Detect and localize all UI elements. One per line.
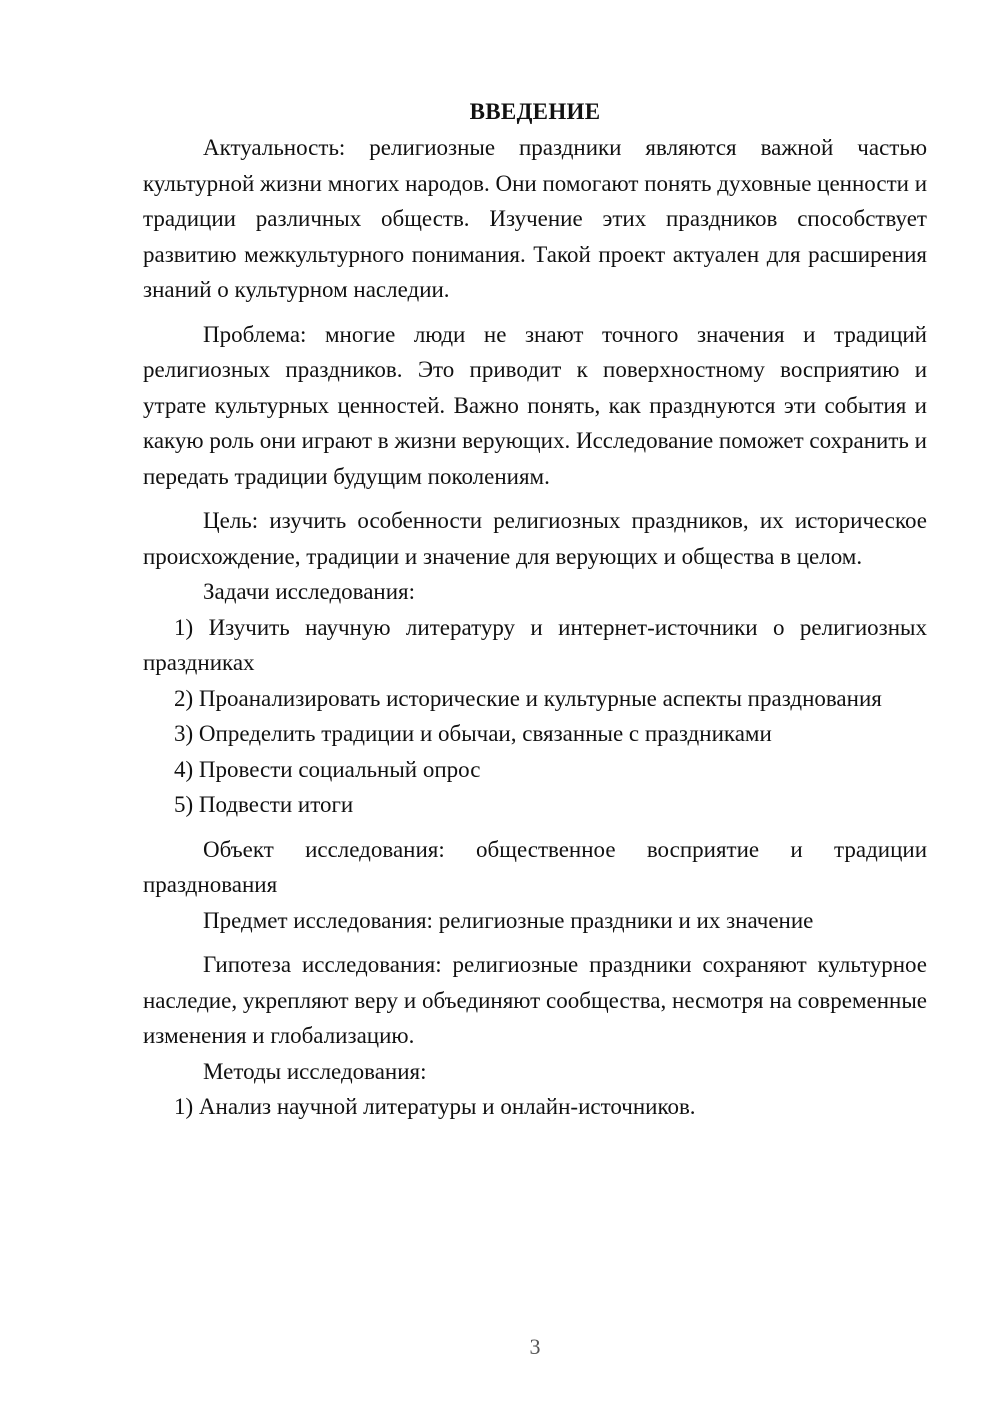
relevance-paragraph: Актуальность: религиозные праздники являются важной частью культурной жизни многих народов. Они помогают понять духовные ценности и традиции различных обществ. Изучение этих праздников способствует развитию межкультурного понимания. Такой проект актуален для расширения знаний о культурном наследии.: [143, 135, 927, 302]
object-paragraph: Объект исследования: общественное восприятие и традиции празднования: [143, 836, 927, 897]
page-number: 3: [529, 1334, 541, 1359]
task-item-5: 5) Подвести итоги: [174, 792, 354, 817]
problem-paragraph: Проблема: многие люди не знают точного значения и традиций религиозных праздников. Это приводит к поверхностному восприятию и утрате культурных ценностей. Важно понять, как празднуются эти события и какую роль они играют в жизни верующих. Исследование поможет сохранить и передать традиции будущим поколениям.: [143, 321, 927, 489]
task-item-3: 3) Определить традиции и обычаи, связанные с праздниками: [174, 721, 772, 746]
task-item-2: 2) Проанализировать исторические и культурные аспекты празднования: [174, 685, 882, 711]
subject-paragraph: Предмет исследования: религиозные праздники и их значение: [203, 907, 814, 933]
hypothesis-paragraph: Гипотеза исследования: религиозные праздники сохраняют культурное наследие, укрепляют веру и объединяют сообщества, несмотря на современные изменения и глобализацию.: [143, 952, 927, 1048]
tasks-heading: Задачи исследования:: [203, 579, 416, 604]
task-item-4: 4) Провести социальный опрос: [174, 756, 481, 782]
page-content: [143, 94, 927, 1125]
method-item-1: 1) Анализ научной литературы и онлайн-источников.: [174, 1094, 696, 1119]
methods-heading: Методы исследования:: [203, 1058, 427, 1084]
page-title: ВВЕДЕНИЕ: [469, 99, 601, 124]
task-item-1: 1) Изучить научную литературу и интернет-источники о религиозных праздниках: [143, 614, 927, 675]
goal-paragraph: Цель: изучить особенности религиозных праздников, их историческое происхождение, традиции и значение для верующих и общества в целом.: [143, 508, 927, 569]
